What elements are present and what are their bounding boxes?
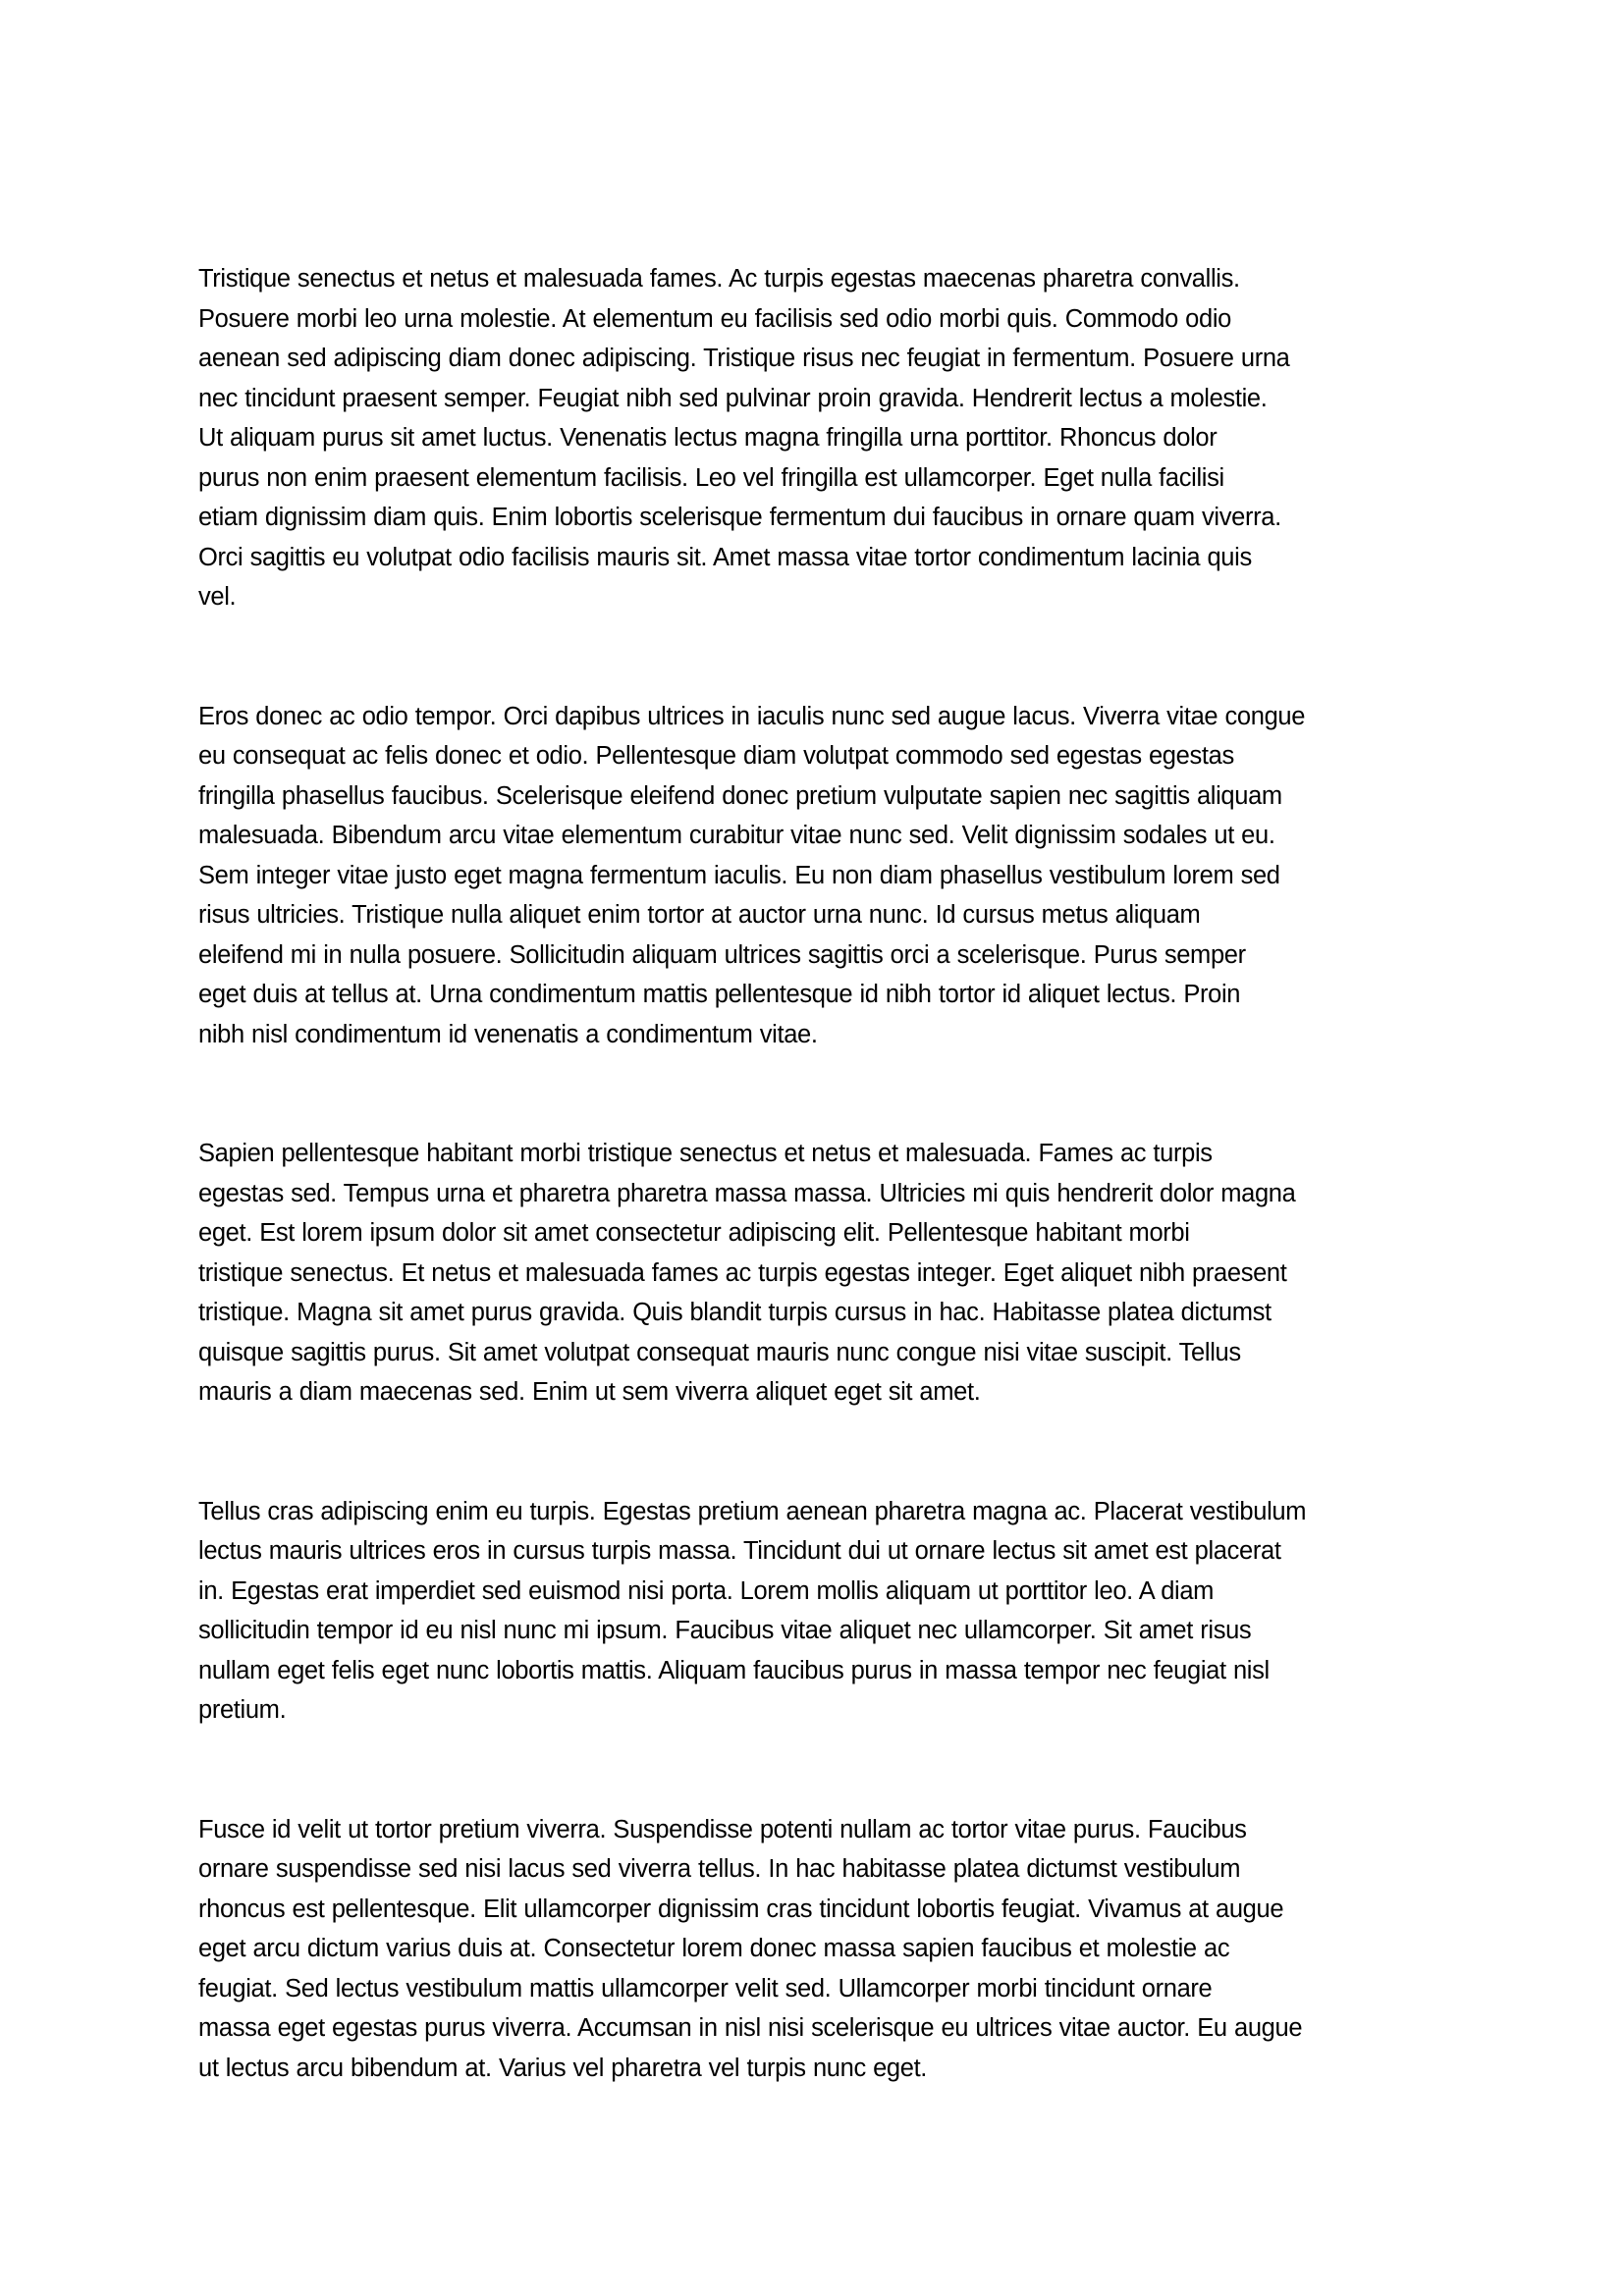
text-line: nibh nisl condimentum id venenatis a condimentum vitae. bbox=[198, 1020, 818, 1048]
text-line: vel. bbox=[198, 583, 237, 611]
text-line: Sapien pellentesque habitant morbi tristique senectus et netus et malesuada. Fames ac turpis bbox=[198, 1140, 1213, 1167]
text-line: malesuada. Bibendum arcu vitae elementum curabitur vitae nunc sed. Velit dignissim sodales ut eu. bbox=[198, 822, 1275, 849]
text-line: fringilla phasellus faucibus. Scelerisque eleifend donec pretium vulputate sapien nec sagittis aliquam bbox=[198, 781, 1282, 810]
text-line: purus non enim praesent elementum facilisis. Leo vel fringilla est ullamcorper. Eget nulla facilisi bbox=[198, 463, 1224, 492]
paragraph-1 bbox=[198, 259, 1435, 617]
text-line: eu consequat ac felis donec et odio. Pellentesque diam volutpat commodo sed egestas egestas bbox=[198, 742, 1234, 770]
text-line: tristique. Magna sit amet purus gravida. Quis blandit turpis cursus in hac. Habitasse platea dictumst bbox=[198, 1299, 1272, 1326]
text-line: eget arcu dictum varius duis at. Consectetur lorem donec massa sapien faucibus et molestie ac bbox=[198, 1935, 1230, 1962]
text-line: Ut aliquam purus sit amet luctus. Venenatis lectus magna fringilla urna porttitor. Rhoncus dolor bbox=[198, 424, 1218, 452]
text-line: feugiat. Sed lectus vestibulum mattis ullamcorper velit sed. Ullamcorper morbi tincidunt ornare bbox=[198, 1974, 1213, 2002]
text-line: Orci sagittis eu volutpat odio facilisis mauris sit. Amet massa vitae tortor condimentum lacinia quis bbox=[198, 543, 1252, 571]
text-line: aenean sed adipiscing diam donec adipiscing. Tristique risus nec feugiat in fermentum. Posuere urna bbox=[198, 345, 1290, 372]
document-body bbox=[198, 259, 1435, 2167]
text-line: egestas sed. Tempus urna et pharetra pharetra massa massa. Ultricies mi quis hendrerit dolor magna bbox=[198, 1179, 1296, 1207]
text-line: risus ultricies. Tristique nulla aliquet enim tortor at auctor urna nunc. Id cursus metus aliquam bbox=[198, 901, 1201, 929]
text-line: mauris a diam maecenas sed. Enim ut sem viverra aliquet eget sit amet. bbox=[198, 1378, 981, 1406]
text-line: nullam eget felis eget nunc lobortis mattis. Aliquam faucibus purus in massa tempor nec feugiat nisl bbox=[198, 1656, 1270, 1684]
text-line: lectus mauris ultrices eros in cursus turpis massa. Tincidunt dui ut ornare lectus sit amet est placerat bbox=[198, 1537, 1281, 1565]
text-line: Eros donec ac odio tempor. Orci dapibus ultrices in iaculis nunc sed augue lacus. Viverra vitae congue bbox=[198, 702, 1306, 730]
paragraph-2 bbox=[198, 697, 1435, 1055]
text-line: massa eget egestas purus viverra. Accumsan in nisl nisi scelerisque eu ultrices vitae auctor. Eu augue bbox=[198, 2014, 1303, 2042]
text-line: sollicitudin tempor id eu nisl nunc mi ipsum. Faucibus vitae aliquet nec ullamcorper. Sit amet risus bbox=[198, 1617, 1252, 1644]
text-line: Posuere morbi leo urna molestie. At elementum eu facilisis sed odio morbi quis. Commodo odio bbox=[198, 304, 1231, 333]
paragraph-4 bbox=[198, 1492, 1435, 1731]
text-line: Sem integer vitae justo eget magna fermentum iaculis. Eu non diam phasellus vestibulum lorem sed bbox=[198, 861, 1280, 889]
text-line: eget duis at tellus at. Urna condimentum mattis pellentesque id nibh tortor id aliquet lectus. Proin bbox=[198, 981, 1241, 1008]
text-line: pretium. bbox=[198, 1696, 287, 1724]
text-line: in. Egestas erat imperdiet sed euismod nisi porta. Lorem mollis aliquam ut porttitor leo. A diam bbox=[198, 1576, 1215, 1605]
text-line: ornare suspendisse sed nisi lacus sed viverra tellus. In hac habitasse platea dictumst vestibulum bbox=[198, 1855, 1241, 1883]
text-line: Tellus cras adipiscing enim eu turpis. Egestas pretium aenean pharetra magna ac. Placerat vestibulum bbox=[198, 1497, 1307, 1525]
text-line: Tristique senectus et netus et malesuada fames. Ac turpis egestas maecenas pharetra convallis. bbox=[198, 265, 1240, 293]
paragraph-3 bbox=[198, 1134, 1435, 1413]
text-line: eleifend mi in nulla posuere. Sollicitudin aliquam ultrices sagittis orci a scelerisque. Purus semper bbox=[198, 940, 1246, 969]
text-line: rhoncus est pellentesque. Elit ullamcorper dignissim cras tincidunt lobortis feugiat. Vivamus at augue bbox=[198, 1895, 1284, 1923]
text-line: Fusce id velit ut tortor pretium viverra. Suspendisse potenti nullam ac tortor vitae purus. Faucibus bbox=[198, 1815, 1247, 1843]
text-line: tristique senectus. Et netus et malesuada fames ac turpis egestas integer. Eget aliquet nibh praesent bbox=[198, 1258, 1287, 1287]
paragraph-5 bbox=[198, 1810, 1435, 2089]
text-line: ut lectus arcu bibendum at. Varius vel pharetra vel turpis nunc eget. bbox=[198, 2054, 928, 2082]
text-line: eget. Est lorem ipsum dolor sit amet consectetur adipiscing elit. Pellentesque habitant morbi bbox=[198, 1219, 1190, 1247]
text-line: quisque sagittis purus. Sit amet volutpat consequat mauris nunc congue nisi vitae suscipit. Tellus bbox=[198, 1338, 1241, 1366]
text-line: nec tincidunt praesent semper. Feugiat nibh sed pulvinar proin gravida. Hendrerit lectus a molestie. bbox=[198, 384, 1268, 412]
text-line: etiam dignissim diam quis. Enim lobortis scelerisque fermentum dui faucibus in ornare quam viverra. bbox=[198, 504, 1281, 531]
